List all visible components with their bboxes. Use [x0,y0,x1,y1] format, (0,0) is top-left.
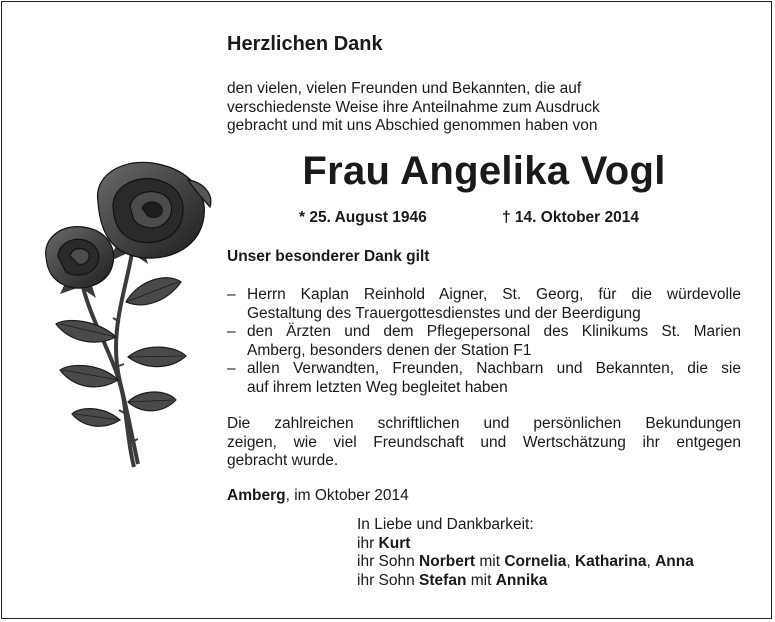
signoff-row [357,553,694,572]
list-item-line: Gestaltung des Trauergottesdienstes und der Beerdigung [247,304,641,322]
signoff-prefix: ihr [357,534,379,552]
list-item [227,286,741,323]
rose-illustration-icon [38,152,218,472]
list-item-line: den Ärzten und dem Pflegepersonal des Klinikums St. Marien [247,323,741,340]
family-name: Stefan [419,571,467,589]
family-name: Katharina [574,553,647,570]
signoff-separator: , [646,553,656,570]
signoff-prefix: ihr Sohn [357,553,420,570]
signoff-prefix: ihr Sohn [357,571,420,589]
intro-text [227,80,747,136]
paragraph-line: gebracht wurde. [227,452,339,469]
place-date: , im Oktober 2014 [285,487,409,504]
signoff-separator: , [566,553,575,570]
obituary-notice [1,1,772,619]
list-item-line: Amberg, besonders denen der Station F1 [247,341,532,359]
family-name: Kurt [378,534,411,552]
list-item [227,323,741,360]
signoff-intro: In Liebe und Dankbarkeit: [357,516,534,533]
list-item [227,360,741,397]
birth-date: * 25. August 1946 [299,209,427,226]
dash-bullet: – [227,360,236,377]
intro-line: den vielen, vielen Freunden und Bekannten, die auf [227,80,582,97]
family-name: Cornelia [504,553,567,570]
death-date: † 14. Oktober 2014 [502,209,639,226]
intro-line: gebracht und mit uns Abschied genommen haben von [227,117,598,134]
page-title: Herzlichen Dank [227,33,383,55]
dash-bullet: – [227,323,236,340]
place-and-date [227,487,409,505]
signoff-row [357,572,694,591]
paragraph-line: Die zahlreichen schriftlichen und persönlichen Bekundungen [227,415,741,432]
signoff-row [357,535,694,554]
deceased-name: Frau Angelika Vogl [302,149,666,193]
thanks-list [227,286,741,397]
signoff-connector: mit [466,571,496,589]
signoff-connector: mit [475,553,505,570]
place-city: Amberg [227,487,286,504]
intro-line: verschiedenste Weise ihre Anteilnahme zum Ausdruck [227,98,600,116]
paragraph-line: zeigen, wie viel Freundschaft und Wertschätzung ihr entgegen [227,433,741,451]
family-name: Annika [495,571,548,589]
signoff [357,516,694,590]
list-item-line: Herrn Kaplan Reinhold Aigner, St. Georg, für die würdevolle [247,286,741,303]
special-thanks-heading: Unser besonderer Dank gilt [227,248,430,265]
closing-paragraph [227,415,741,471]
list-item-line: allen Verwandten, Freunden, Nachbarn und Bekannten, die sie [247,360,741,377]
list-item-line: auf ihrem letzten Weg begleitet haben [247,378,508,396]
family-name: Anna [655,553,694,570]
family-name: Norbert [419,553,476,570]
dash-bullet: – [227,286,236,303]
